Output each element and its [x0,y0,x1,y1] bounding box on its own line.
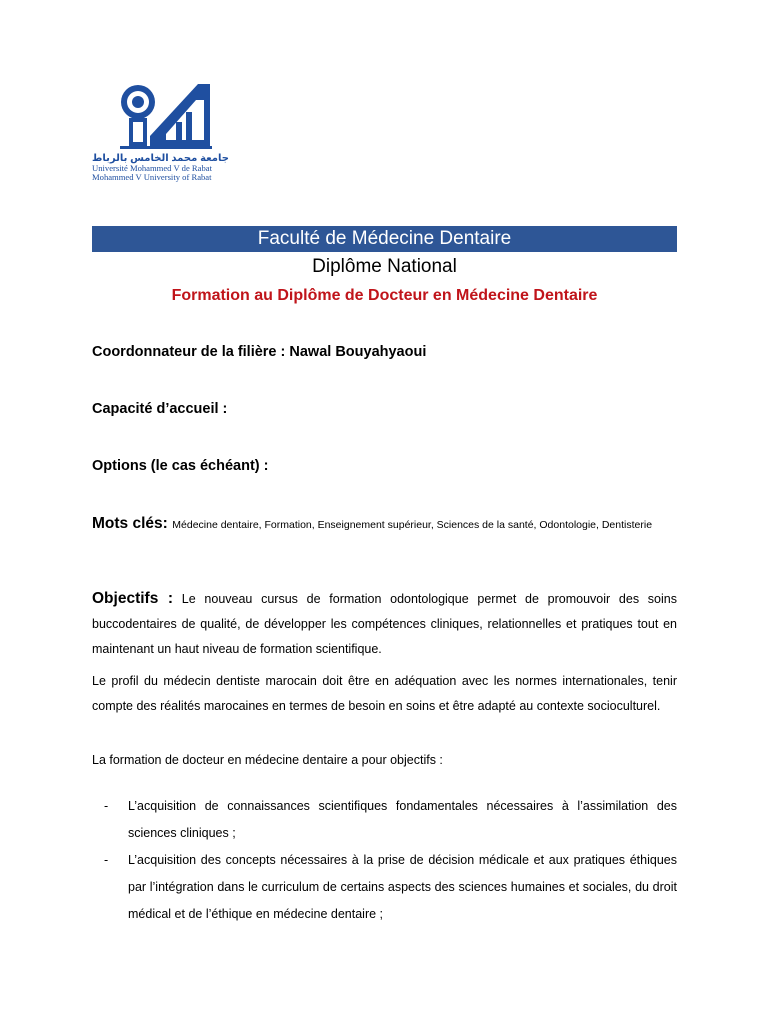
logo-arabic-text: جامعة محمد الخامس بالرباط [92,153,229,164]
diploma-subtitle: Diplôme National [312,256,457,277]
coordinateur-label: Coordonnateur de la filière : [92,344,286,360]
coordinateur-value: Nawal Bouyahyaoui [289,344,427,360]
university-emblem-icon [120,78,212,150]
logo-english-text: Mohammed V University of Rabat [92,172,212,182]
profil-paragraph: Le profil du médecin dentiste marocain doit être en adéquation avec les normes internationales, tenir compte des réalités marocaines en termes de besoin en soins et être adapté au contexte socioculturel. [92,674,677,713]
list-item-text: L’acquisition des concepts nécessaires à la prise de décision médicale et aux pratiques éthiques par l’intégration dans le curriculum de certains aspects des sciences humaines et sociales, du droit médical et de l’éthique en médecine dentaire ; [128,853,677,921]
university-logo [88,78,248,188]
list-item [92,793,677,847]
dash-bullet-icon: - [104,799,109,813]
list-item-text: L’acquisition de connaissances scientifiques fondamentales nécessaires à l’assimilation des sciences cliniques ; [128,799,677,840]
objectifs-intro-paragraph [92,586,677,662]
objectifs-list [92,793,677,928]
coordinateur-field [92,342,426,362]
capacite-field: Capacité d’accueil : [92,401,228,417]
mots-cles-text: Médecine dentaire, Formation, Enseignement supérieur, Sciences de la santé, Odontologie, Dentisterie [172,519,653,531]
logo-french-text: Université Mohammed V de Rabat [92,163,212,173]
objectifs-label: Objectifs : [92,590,174,607]
objectifs-lead-paragraph: La formation de docteur en médecine dentaire a pour objectifs : [92,753,443,767]
mots-cles-label: Mots clés: [92,515,168,532]
list-item [92,847,677,928]
options-field: Options (le cas échéant) : [92,458,269,474]
mots-cles-section [92,512,682,537]
dash-bullet-icon: - [104,853,109,867]
formation-title: Formation au Diplôme de Docteur en Médecine Dentaire [171,287,598,304]
faculty-banner: Faculté de Médecine Dentaire [92,226,677,252]
objectifs-intro-text: Le nouveau cursus de formation odontologique permet de promouvoir des soins buccodentaires de qualité, de développer les compétences cliniques, relationnelles et pratiques tout en maintenant un haut niveau de formation scientifique. [92,592,677,656]
